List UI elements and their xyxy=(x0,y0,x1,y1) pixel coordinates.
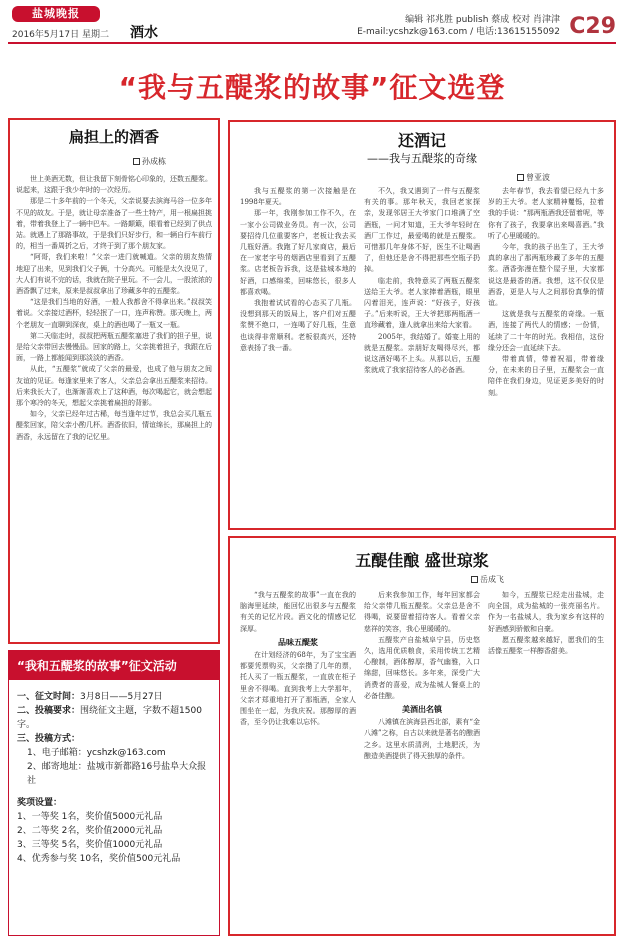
paragraph: “我与五醍浆的故事”一直在我的脑海里延续，能回忆出很多与五醍浆有关的记忆片段。酒文化的情感记忆深厚。 xyxy=(240,591,356,633)
article-column-3 xyxy=(488,186,604,524)
contact-info: E-mail:ycshzk@163.com / 电话:13615155092 xyxy=(357,27,560,37)
contest-method-label: 三、投稿方式： xyxy=(17,734,81,744)
author-marker-icon xyxy=(517,174,524,181)
editor-names: 编辑 祁兆胜 publish 蔡成 校对 肖津津 xyxy=(405,15,560,25)
article-column-1 xyxy=(240,186,356,524)
paragraph: “这是我们当地的好酒，一般人我都舍不得拿出来。”叔叔笑着说。父亲接过酒杯，轻轻抿了一口，连声称赞。那天晚上，两个老朋友一直聊到深夜，桌上的酒也喝了一瓶又一瓶。 xyxy=(16,298,212,329)
article-title: 五醍佳酿 盛世琼浆 xyxy=(355,551,489,570)
paragraph: 我与五醍浆的第一次接触是在1998年夏天。 xyxy=(240,187,356,207)
award-item: 1、一等奖 1名，奖价值5000元礼品 xyxy=(17,812,163,822)
paragraph: 如今，五醍浆已经走出盐城，走向全国，成为盐城的一张亮丽名片。作为一名盐城人，我为家乡有这样的好酒感到骄傲和自豪。 xyxy=(488,591,604,633)
contest-address: 2、邮寄地址：盐城市新都路16号盐阜大众报社 xyxy=(27,762,207,786)
article-frame-huan-jiu-ji xyxy=(228,120,616,530)
masthead-logo: 盐城晚报 xyxy=(12,6,100,22)
paragraph: 愿五醍浆越来越好，愿我们的生活像五醍浆一样醇香甜美。 xyxy=(488,635,604,656)
paragraph: 在计划经济的68年，为了宝宝酒都要凭票购买，父亲攒了几年的票，托人买了一瓶五醍浆，一直放在柜子里舍不得喝。直到我考上大学那年，父亲才郑重地打开了那瓶酒，全家人围坐在一起，为我庆祝。那醇厚的酒香，至今仍让我难以忘怀。 xyxy=(240,651,356,727)
section-subhead: 美酒出名镇 xyxy=(402,705,442,715)
paragraph: 如今，父亲已经年过古稀，每当逢年过节，我总会买几瓶五醍浆回家，陪父亲小酌几杯。酒香依旧，情谊绵长，那扁担上的酒香，永远留在了我的记忆里。 xyxy=(16,410,212,441)
paragraph: 后来我参加工作，每年回家都会给父亲带几瓶五醍浆。父亲总是舍不得喝，说要留着招待客人。看着父亲慈祥的笑容，我心里暖暖的。 xyxy=(364,591,480,633)
contest-details xyxy=(9,680,219,876)
paragraph: 第二天临走时，叔叔把两瓶五醍浆塞进了我们的担子里，说是给父亲带回去慢慢品。回家的路上，父亲挑着担子，我跟在后面，一路上都能闻到那淡淡的酒香。 xyxy=(16,331,212,363)
section-name: 酒水 xyxy=(130,25,158,41)
contest-requirements: 二、投稿要求：围绕征文主题，字数不超1500字。 xyxy=(17,706,202,730)
paragraph: “阿哥，我们来啦！”父亲一进门就喊道。父亲的朋友热情地迎了出来，见到我们父子俩，十分高兴。可能是太久没见了，大人们有说不完的话，我就在院子里玩。不一会儿，一股浓浓的酒香飘了过来，原来是叔叔拿出了珍藏多年的五醍浆。 xyxy=(16,253,212,296)
author-name: 岳成飞 xyxy=(480,575,504,584)
section-subhead: 品味五醍浆 xyxy=(278,637,318,647)
article-column-3 xyxy=(488,590,604,930)
page-header xyxy=(0,0,624,46)
paragraph: 八滩镇在滨海县西北部，素有“金八滩”之称，自古以来就是著名的酿酒之乡。这里水质清冽，土地肥沃，为酿造美酒提供了得天独厚的条件。 xyxy=(364,718,480,760)
article-frame-bian-dan xyxy=(8,118,220,644)
author-marker-icon xyxy=(133,158,140,165)
paragraph: 世上美酒无数，但让我留下刻骨铭心印象的，还数五醍浆。说起来，这跟于我少年时的一次经历。 xyxy=(16,175,212,195)
main-headline: “我与五醍浆的故事”征文选登 xyxy=(118,71,506,104)
paragraph: 不久，我又遇到了一件与五醍浆有关的事。那年秋天，我回老家探亲，发现邻居王大爷家门口堆满了空酒瓶，一问才知道，王大爷年轻时在酒厂工作过，最爱喝的就是五醍浆。可惜那几年身体不好，医生不让喝酒了，但他还是舍不得把那些空瓶子扔掉。 xyxy=(364,187,480,274)
editor-info xyxy=(357,14,560,38)
article-column-2 xyxy=(364,590,480,930)
article-author xyxy=(471,574,504,585)
paragraph: 今年，我的孩子出生了，王大爷真的拿出了那两瓶珍藏了多年的五醍浆。酒香弥漫在整个屋子里，大家都说这是最香的酒。我想，这不仅仅是酒香，更是人与人之间那份真挚的情谊。 xyxy=(488,243,604,308)
article-frame-wu-ti-jia-niang xyxy=(228,536,616,936)
paragraph: 我抱着试试看的心态买了几瓶。没想到那天的饭局上，客户们对五醍浆赞不绝口，一连喝了好几瓶，生意也谈得非常顺利。老板很高兴，还特意表扬了我一番。 xyxy=(240,299,356,352)
contest-period: 一、征文时间：3月8日——5月27日 xyxy=(17,692,163,702)
paragraph: 去年春节，我去看望已经九十多岁的王大爷。老人家精神矍铄，拉着我的手说：“那两瓶酒我还留着呢，等你有了孩子，我要拿出来喝喜酒。”我听了心里暖暖的。 xyxy=(488,187,604,240)
award-item: 2、二等奖 2名，奖价值2000元礼品 xyxy=(17,826,163,836)
author-name: 孙成栋 xyxy=(142,157,166,166)
article-author xyxy=(517,172,550,183)
article-column-2 xyxy=(364,186,480,524)
paragraph: 带着真情，带着祝福，带着缘分，在未来的日子里，五醍浆会一直陪伴在我们身边，见证更多美好的时刻。 xyxy=(488,355,604,397)
article-column-1 xyxy=(240,590,356,930)
article-title: 还酒记 xyxy=(397,131,446,150)
paragraph: 2005年，我结婚了。婚宴上用的就是五醍浆。亲朋好友喝得尽兴，都说这酒好喝不上头。从那以后，五醍浆就成了我家招待客人的必备酒。 xyxy=(364,332,480,375)
header-divider xyxy=(8,42,616,44)
awards-title: 奖项设置： xyxy=(17,798,63,808)
contest-title: “我和五醍浆的故事”征文活动 xyxy=(9,651,219,680)
publication-date: 2016年5月17日 星期二 xyxy=(12,30,109,40)
article-author xyxy=(133,156,166,167)
article-subtitle: ——我与五醍浆的奇缘 xyxy=(367,152,477,165)
paragraph: 从此，“五醍浆”就成了父亲的最爱，也成了他与朋友之间友谊的见证。每逢家里来了客人，父亲总会拿出五醍浆来招待。后来我长大了，也渐渐喜欢上了这种酒，每次喝起它，就会想起那个寒冷的冬天，想起父亲挑着扁担的背影。 xyxy=(16,365,212,408)
paragraph: 那一年，我刚参加工作不久，在一家小公司做业务员。有一次，公司要招待几位重要客户，老板让我去买几瓶好酒。我跑了好几家商店，最后在一家老字号的烟酒店里看到了五醍浆。店老板告诉我，这是盐城本地的好酒，口感绵柔，回味悠长，很多人都喜欢喝。 xyxy=(240,209,356,296)
paragraph: 五醍浆产自盐城阜宁县，历史悠久，选用优质粮食，采用传统工艺精心酿制，酒体醇厚，香气幽雅，入口绵甜，回味悠长。多年来，深受广大消费者的喜爱，成为盐城人餐桌上的必备佳酿。 xyxy=(364,635,480,700)
contest-email: 1、电子邮箱：ycshzk@163.com xyxy=(27,748,166,758)
essay-contest-info xyxy=(8,650,220,936)
author-name: 曾亚波 xyxy=(526,173,550,182)
page-number: C29 xyxy=(569,14,616,39)
article-title: 扁担上的酒香 xyxy=(68,128,159,146)
paragraph: 这就是我与五醍浆的奇缘。一瓶酒，连接了两代人的情感；一份情，延续了二十年的时光。我相信，这份缘分还会一直延续下去。 xyxy=(488,310,604,352)
award-item: 4、优秀参与奖 10名，奖价值500元礼品 xyxy=(17,854,181,864)
author-marker-icon xyxy=(471,576,478,583)
paragraph: 临走前，我特意买了两瓶五醍浆送给王大爷。老人家捧着酒瓶，眼里闪着泪光，连声说：“好孩子，好孩子。”后来听说，王大爷把那两瓶酒一直珍藏着，逢人就拿出来给大家看。 xyxy=(364,276,480,330)
award-item: 3、三等奖 5名，奖价值1000元礼品 xyxy=(17,840,163,850)
article-body xyxy=(16,174,212,640)
paragraph: 那是二十多年前的一个冬天，父亲说要去滨海马谷一位多年不见的故友。于是，就让母亲准备了一些土特产，用一根扁担挑着，带着我登上了一辆中巴车。一路颠簸，眼看着已经到了供点站。就遇上了那路事故，于是我们只好步行，和一辆自行车前行的，相当一番周折之后，才终于到了那个朋友家。 xyxy=(16,197,212,251)
